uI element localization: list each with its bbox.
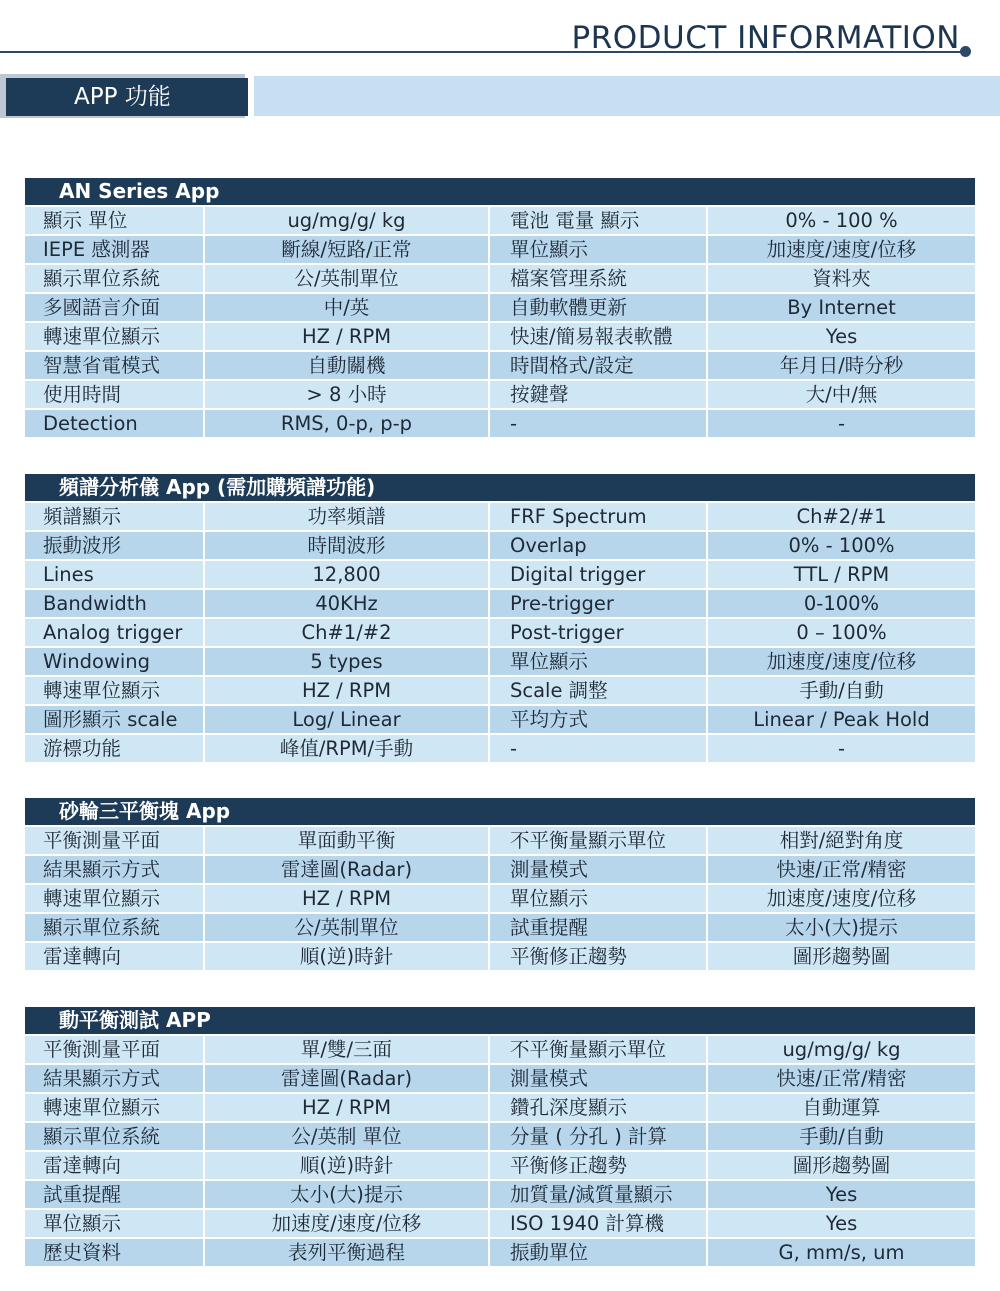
feature-name: 使用時間 <box>25 381 203 408</box>
spec-table <box>25 474 975 762</box>
feature-name: Lines <box>25 561 203 588</box>
feature-value: 加速度/速度/位移 <box>708 648 975 675</box>
feature-value: 加速度/速度/位移 <box>205 1210 488 1237</box>
table-row <box>25 234 975 263</box>
feature-value: 0% - 100 % <box>708 207 975 234</box>
feature-value: 快速/正常/精密 <box>708 856 975 883</box>
spec-table <box>25 1007 975 1266</box>
feature-name: 圖形顯示 scale <box>25 706 203 733</box>
feature-name: Digital trigger <box>490 561 706 588</box>
table-title: AN Series App <box>25 178 975 205</box>
spec-table <box>25 178 975 437</box>
feature-name: 單位顯示 <box>490 236 706 263</box>
feature-name: 電池 電量 顯示 <box>490 207 706 234</box>
feature-name: 單位顯示 <box>25 1210 203 1237</box>
feature-value: HZ / RPM <box>205 677 488 704</box>
feature-name: Detection <box>25 410 203 437</box>
table-row <box>25 530 975 559</box>
table-row <box>25 292 975 321</box>
table-row <box>25 379 975 408</box>
feature-value: 公/英制單位 <box>205 265 488 292</box>
feature-value: Log/ Linear <box>205 706 488 733</box>
feature-name: - <box>490 410 706 437</box>
feature-value: 峰值/RPM/手動 <box>205 735 488 762</box>
feature-name: 平衡測量平面 <box>25 1036 203 1063</box>
feature-value: 表列平衡過程 <box>205 1239 488 1266</box>
feature-value: 自動運算 <box>708 1094 975 1121</box>
table-row <box>25 912 975 941</box>
feature-name: Scale 調整 <box>490 677 706 704</box>
feature-name: 試重提醒 <box>25 1181 203 1208</box>
feature-name: IEPE 感測器 <box>25 236 203 263</box>
table-row <box>25 883 975 912</box>
feature-value: Yes <box>708 1210 975 1237</box>
table-row <box>25 1063 975 1092</box>
table-row <box>25 1179 975 1208</box>
feature-value: 圖形趨勢圖 <box>708 943 975 970</box>
table-row <box>25 1150 975 1179</box>
feature-name: 結果顯示方式 <box>25 856 203 883</box>
table-row <box>25 646 975 675</box>
feature-value: 太小(大)提示 <box>205 1181 488 1208</box>
feature-name: Analog trigger <box>25 619 203 646</box>
table-row <box>25 321 975 350</box>
feature-value: Ch#1/#2 <box>205 619 488 646</box>
feature-value: 手動/自動 <box>708 1123 975 1150</box>
feature-name: 不平衡量顯示單位 <box>490 827 706 854</box>
feature-name: 轉速單位顯示 <box>25 323 203 350</box>
feature-value: Linear / Peak Hold <box>708 706 975 733</box>
table-row <box>25 205 975 234</box>
feature-value: G, mm/s, um <box>708 1239 975 1266</box>
table-row <box>25 1208 975 1237</box>
feature-value: 0-100% <box>708 590 975 617</box>
table-row <box>25 617 975 646</box>
feature-name: 轉速單位顯示 <box>25 677 203 704</box>
feature-name: 轉速單位顯示 <box>25 885 203 912</box>
feature-value: Yes <box>708 323 975 350</box>
feature-name: 不平衡量顯示單位 <box>490 1036 706 1063</box>
feature-value: > 8 小時 <box>205 381 488 408</box>
feature-name: ISO 1940 計算機 <box>490 1210 706 1237</box>
feature-name: 平衡修正趨勢 <box>490 1152 706 1179</box>
feature-value: ug/mg/g/ kg <box>708 1036 975 1063</box>
feature-name: 檔案管理系統 <box>490 265 706 292</box>
feature-name: 振動波形 <box>25 532 203 559</box>
feature-value: 公/英制 單位 <box>205 1123 488 1150</box>
feature-value: 公/英制單位 <box>205 914 488 941</box>
feature-value: 順(逆)時針 <box>205 943 488 970</box>
feature-name: 平均方式 <box>490 706 706 733</box>
feature-name: 測量模式 <box>490 1065 706 1092</box>
feature-value: 斷線/短路/正常 <box>205 236 488 263</box>
feature-value: 雷達圖(Radar) <box>205 856 488 883</box>
feature-name: 顯示單位系統 <box>25 1123 203 1150</box>
feature-value: RMS, 0-p, p-p <box>205 410 488 437</box>
feature-value: 加速度/速度/位移 <box>708 236 975 263</box>
feature-name: 歷史資料 <box>25 1239 203 1266</box>
feature-name: 按鍵聲 <box>490 381 706 408</box>
table-row <box>25 408 975 437</box>
feature-name: 加質量/減質量顯示 <box>490 1181 706 1208</box>
feature-name: 結果顯示方式 <box>25 1065 203 1092</box>
feature-value: - <box>708 410 975 437</box>
feature-value: By Internet <box>708 294 975 321</box>
feature-value: 自動關機 <box>205 352 488 379</box>
feature-name: 顯示單位系統 <box>25 265 203 292</box>
table-row <box>25 501 975 530</box>
section-label: APP 功能 <box>6 78 248 116</box>
table-row <box>25 675 975 704</box>
feature-name: 多國語言介面 <box>25 294 203 321</box>
feature-name: Bandwidth <box>25 590 203 617</box>
feature-name: 雷達轉向 <box>25 1152 203 1179</box>
feature-name: 平衡測量平面 <box>25 827 203 854</box>
feature-value: 中/英 <box>205 294 488 321</box>
header-dot <box>960 46 971 57</box>
table-row <box>25 263 975 292</box>
feature-value: HZ / RPM <box>205 323 488 350</box>
feature-value: 快速/正常/精密 <box>708 1065 975 1092</box>
feature-value: - <box>708 735 975 762</box>
feature-value: 0% - 100% <box>708 532 975 559</box>
feature-name: FRF Spectrum <box>490 503 706 530</box>
spec-table <box>25 798 975 970</box>
feature-value: ug/mg/g/ kg <box>205 207 488 234</box>
feature-name: 智慧省電模式 <box>25 352 203 379</box>
feature-value: 0 – 100% <box>708 619 975 646</box>
feature-value: 加速度/速度/位移 <box>708 885 975 912</box>
feature-value: 圖形趨勢圖 <box>708 1152 975 1179</box>
feature-value: 大/中/無 <box>708 381 975 408</box>
feature-name: 單位顯示 <box>490 885 706 912</box>
feature-value: 相對/絕對角度 <box>708 827 975 854</box>
feature-value: Ch#2/#1 <box>708 503 975 530</box>
feature-value: HZ / RPM <box>205 885 488 912</box>
feature-name: 鑽孔深度顯示 <box>490 1094 706 1121</box>
table-title: 頻譜分析儀 App (需加購頻譜功能) <box>25 474 975 501</box>
feature-value: 太小(大)提示 <box>708 914 975 941</box>
feature-name: 自動軟體更新 <box>490 294 706 321</box>
table-row <box>25 854 975 883</box>
table-row <box>25 825 975 854</box>
feature-value: 單/雙/三面 <box>205 1036 488 1063</box>
table-title: 砂輪三平衡塊 App <box>25 798 975 825</box>
feature-name: 快速/簡易報表軟體 <box>490 323 706 350</box>
table-row <box>25 588 975 617</box>
feature-value: 順(逆)時針 <box>205 1152 488 1179</box>
feature-value: 單面動平衡 <box>205 827 488 854</box>
feature-name: 頻譜顯示 <box>25 503 203 530</box>
table-title: 動平衡測試 APP <box>25 1007 975 1034</box>
table-row <box>25 941 975 970</box>
feature-value: 年月日/時分秒 <box>708 352 975 379</box>
table-row <box>25 1237 975 1266</box>
feature-name: 轉速單位顯示 <box>25 1094 203 1121</box>
feature-name: 單位顯示 <box>490 648 706 675</box>
feature-name: 游標功能 <box>25 735 203 762</box>
feature-value: 資料夾 <box>708 265 975 292</box>
feature-value: 時間波形 <box>205 532 488 559</box>
feature-name: Overlap <box>490 532 706 559</box>
section-bar <box>254 76 1000 116</box>
feature-name: 顯示單位系統 <box>25 914 203 941</box>
feature-value: 手動/自動 <box>708 677 975 704</box>
table-row <box>25 1034 975 1063</box>
feature-value: 12,800 <box>205 561 488 588</box>
table-row <box>25 733 975 762</box>
feature-name: 雷達轉向 <box>25 943 203 970</box>
feature-value: TTL / RPM <box>708 561 975 588</box>
feature-name: Post-trigger <box>490 619 706 646</box>
feature-value: 雷達圖(Radar) <box>205 1065 488 1092</box>
feature-name: 測量模式 <box>490 856 706 883</box>
feature-name: 顯示 單位 <box>25 207 203 234</box>
table-row <box>25 1121 975 1150</box>
feature-name: Pre-trigger <box>490 590 706 617</box>
table-row <box>25 704 975 733</box>
table-row <box>25 350 975 379</box>
feature-name: 試重提醒 <box>490 914 706 941</box>
table-row <box>25 1092 975 1121</box>
page-title: PRODUCT INFORMATION <box>571 20 960 56</box>
feature-name: 振動單位 <box>490 1239 706 1266</box>
feature-value: 5 types <box>205 648 488 675</box>
feature-name: 平衡修正趨勢 <box>490 943 706 970</box>
feature-value: 40KHz <box>205 590 488 617</box>
feature-value: Yes <box>708 1181 975 1208</box>
feature-value: 功率頻譜 <box>205 503 488 530</box>
feature-name: Windowing <box>25 648 203 675</box>
feature-value: HZ / RPM <box>205 1094 488 1121</box>
feature-name: - <box>490 735 706 762</box>
feature-name: 分量 ( 分孔 ) 計算 <box>490 1123 706 1150</box>
table-row <box>25 559 975 588</box>
feature-name: 時間格式/設定 <box>490 352 706 379</box>
